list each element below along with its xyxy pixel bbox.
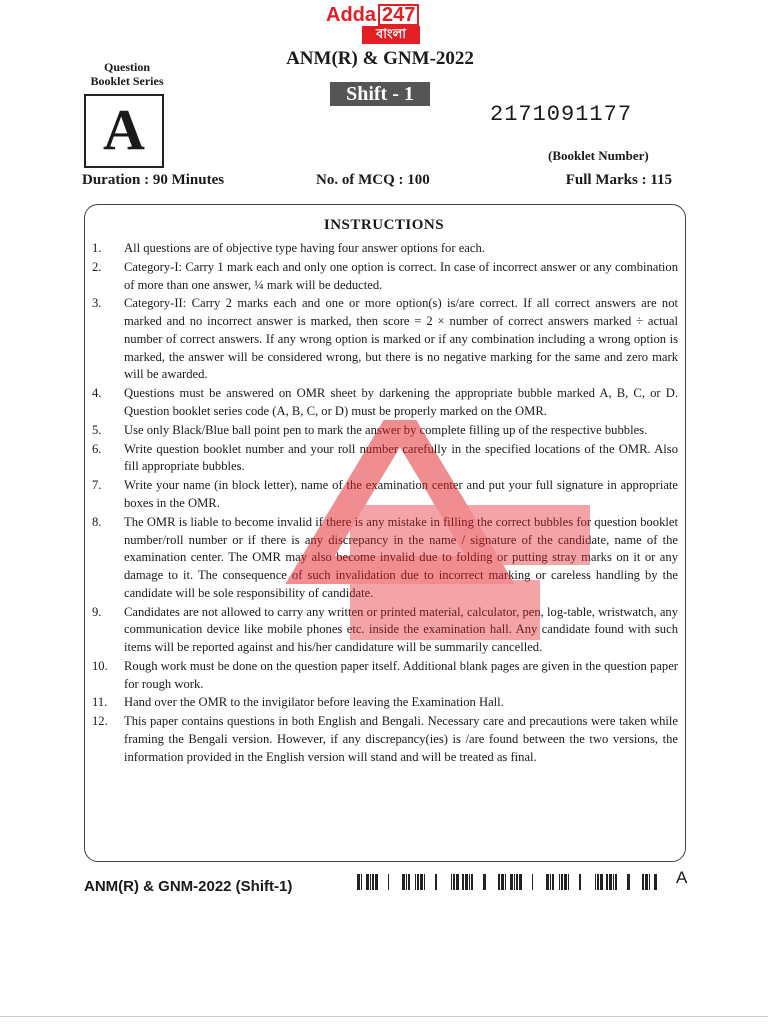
instruction-item: 11. Hand over the OMR to the invigilator before leaving the Examination Hall. (92, 695, 504, 710)
series-label: Question Booklet Series (90, 60, 164, 88)
logo-brand: Adda (326, 4, 376, 26)
duration: Duration : 90 Minutes (82, 172, 225, 188)
barcode (357, 874, 663, 890)
instruction-item: 4. Questions must be answered on OMR sheet by darkening the appropriate bubble marked A, B, C, or D. Question booklet series code (A, B, C, or D) must be properly marked on the OMR. (92, 386, 678, 418)
logo-number: 247 (378, 4, 419, 26)
instruction-item: 1. All questions are of objective type having four answer options for each. (92, 241, 485, 255)
instruction-item: 10. Rough work must be done on the question paper itself. Additional blank pages are given in the question paper for rough work. (92, 658, 678, 691)
footer-exam-label: ANM(R) & GNM-2022 (Shift-1) (84, 878, 293, 895)
booklet-number-label: (Booklet Number) (548, 148, 649, 163)
series-box (84, 94, 164, 168)
shift-badge: Shift - 1 (330, 82, 430, 106)
instruction-item: 6. Write question booklet number and your roll number carefully in the specified locations of the OMR. Also fill appropriate bubbles. (92, 441, 678, 474)
exam-title: ANM(R) & GNM-2022 (286, 48, 474, 69)
full-marks: Full Marks : 115 (565, 172, 672, 188)
instruction-item: 8. The OMR is liable to become invalid if there is any mistake in filling the correct bubbles for question booklet number/roll number or if there is any discrepancy in the name / signature of the candidate, name of the examination center. The OMR may also become invalid due to folding or putting stray marks on it or any damage to it. The consequence of such invalidation due to incorrect marking or careless handling by the candidate will be sole responsibility of candidate. (92, 514, 678, 600)
booklet-number: 2171091177 (490, 102, 633, 127)
logo-subtitle: বাংলা (362, 26, 420, 44)
instructions-list (92, 240, 678, 768)
instruction-item: 2. Category-I: Carry 1 mark each and only one option is correct. In case of incorrect answer or any combination of more than one answer, ¼ mark will be deducted. (92, 259, 678, 292)
instruction-item: 3. Category-II: Carry 2 marks each and one or more option(s) is/are correct. If all correct answers are not marked and no incorrect answer is marked, then score = 2 × number of correct answers marked ÷ actual number of correct answers. If any wrong option is marked or if any combination including a wrong option is marked, the answer will be considered wrong, but there is no negative marking for the same and zero mark will be awarded. (92, 296, 678, 382)
footer-series-letter: A (676, 868, 688, 887)
instruction-item: 9. Candidates are not allowed to carry any written or printed material, calculator, pen, log-table, wristwatch, any communication device like mobile phones etc. inside the examination hall. Any candidate found with such items will be reported against and his/her candidature will be summarily cancelled. (92, 604, 678, 654)
instruction-item: 7. Write your name (in block letter), name of the examination center and put your full signature in appropriate boxes in the OMR. (92, 478, 678, 510)
adda247-logo (326, 4, 430, 50)
series-letter: A (103, 97, 145, 162)
mcq-count: No. of MCQ : 100 (316, 172, 430, 188)
instructions-title: INSTRUCTIONS (323, 217, 445, 233)
instruction-item: 12. This paper contains questions in both English and Bengali. Necessary care and precautions were taken while framing the Bengali version. However, if any discrepancy(ies) is /are found between the two versions, the information provided in the English version will stand and will be treated as final. (92, 714, 678, 764)
page-divider (0, 1016, 768, 1017)
instruction-item: 5. Use only Black/Blue ball point pen to mark the answer by complete filling up of the respective bubbles. (92, 422, 648, 437)
